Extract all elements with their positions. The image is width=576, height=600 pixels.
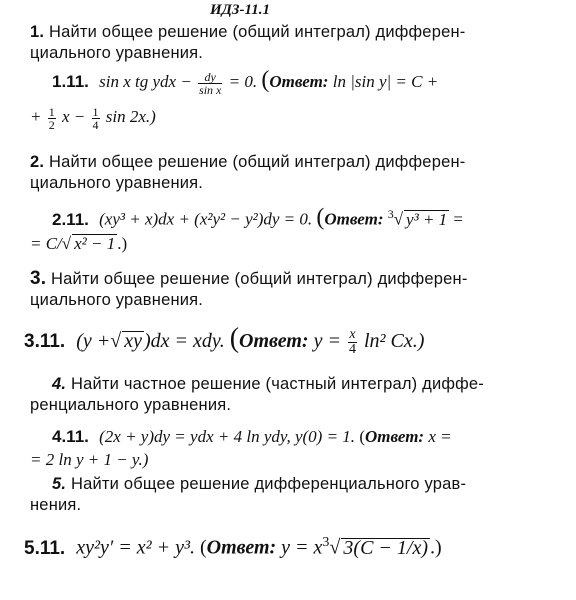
formula-2-cont: = C/√ x² − 1 .) [30, 234, 128, 253]
formula-3-sqrt: xy [124, 330, 143, 352]
formula-4-eq: (2x + y)dy = ydx + 4 ln ydy, y(0) = 1. [99, 427, 356, 446]
formula-3-fraction: $\frac{x}{4}$ [348, 326, 356, 357]
formula-1-quarter: $\frac{1}{4}$ [92, 104, 99, 132]
formula-1-half: $\frac{1}{2}$ [48, 104, 55, 132]
formula-5-root: 3(C − 1/x) [343, 536, 428, 559]
task-4-text: 4. Найти частное решение (частный интеграл) диффе- ренциального уравнения. [30, 375, 484, 414]
formula-1-number: 1.11. [52, 72, 89, 91]
formula-2-sqrt: x² − 1 [74, 234, 116, 253]
formula-1 [52, 68, 576, 96]
formula-1-cont: + $\frac{1}{2}$ x − $\frac{1}{4}$ sin 2x.) [30, 104, 156, 132]
formula-4: 4.11. (2x + y)dy = ydx + 4 ln ydy, y(0) = 1. (Ответ: x = [52, 427, 452, 446]
task-1-line1: Найти общее решение (общий интеграл) дифферен- [48, 23, 466, 41]
task-5-number: 5. [52, 475, 67, 493]
formula-3: 3.11. (y +√ xy )dx = xdy. (Ответ: y = $\frac{x}{4}$ ln² Cx.) [24, 323, 425, 357]
task-3-text: 3. Найти общее решение (общий интеграл) дифферен- циального уравнения. [30, 268, 468, 309]
formula-4-cont: = 2 ln y + 1 − y.) [30, 450, 149, 469]
task-2 [30, 152, 560, 194]
task-1-line2: циального уравнения. [30, 44, 204, 62]
formula-1-eq-part2: = 0. [228, 72, 258, 91]
formula-1-answer: ln |sin y| = C + [332, 72, 439, 91]
doc-title: ИДЗ-11.1 [210, 2, 270, 18]
formula-4-number: 4.11. [52, 427, 89, 446]
formula-2-eq: (xy³ + x)dx + (x²y² − y²)dy = 0. [99, 209, 313, 229]
formula-3-answer-label: Ответ: [239, 330, 309, 352]
task-1 [30, 22, 560, 64]
task-1-number: 1. [30, 23, 45, 41]
formula-1-fraction: $\frac{dy}{\text{sin x}}$ [199, 69, 222, 97]
formula-5-root-index: 3 [322, 535, 330, 550]
formula-1-eq-part1: sin x tg ydx − [99, 72, 192, 91]
formula-2-root-index: 3 [387, 207, 394, 221]
task-1-text [30, 22, 560, 64]
formula-5: 5.11. xy²y′ = x² + y³. (Ответ: $y = x^3√$ 3(C − 1/x) .) [24, 535, 442, 559]
task-4-number: 4. [52, 375, 67, 393]
formula-5-answer-label: Ответ: [206, 536, 277, 559]
task-5 [30, 474, 562, 516]
task-5-text: 5. Найти общее решение дифференциального урав- нения. [30, 475, 467, 514]
formula-2-root: y³ + 1 [406, 209, 448, 229]
task-4 [30, 374, 562, 416]
formula-1-answer-label: Ответ: [269, 72, 329, 91]
formula-5-number: 5.11. [24, 537, 66, 559]
formula-2-answer-label: Ответ: [324, 209, 384, 229]
formula-5-eq: xy²y′ = x² + y³. [76, 536, 195, 559]
formula-3-number: 3.11. [24, 331, 66, 352]
task-2-number: 2. [30, 153, 45, 171]
formula-4-answer-label: Ответ: [364, 427, 425, 446]
task-2-text: 2. Найти общее решение (общий интеграл) дифферен- циального уравнения. [30, 153, 466, 192]
formula-2: 2.11. (xy³ + x)dx + (x²y² − y²)dy = 0. (Ответ: $^3$√ y³ + 1 = [52, 204, 464, 231]
formula-2-number: 2.11. [52, 209, 89, 229]
task-3-number: 3. [30, 268, 47, 289]
task-3 [30, 268, 560, 311]
formula-1-line1: 1.11. sin x tg ydx − $\frac{dy}{\text{sin x}}$ = 0. (Ответ: ln |sin y| = C + [52, 67, 439, 97]
